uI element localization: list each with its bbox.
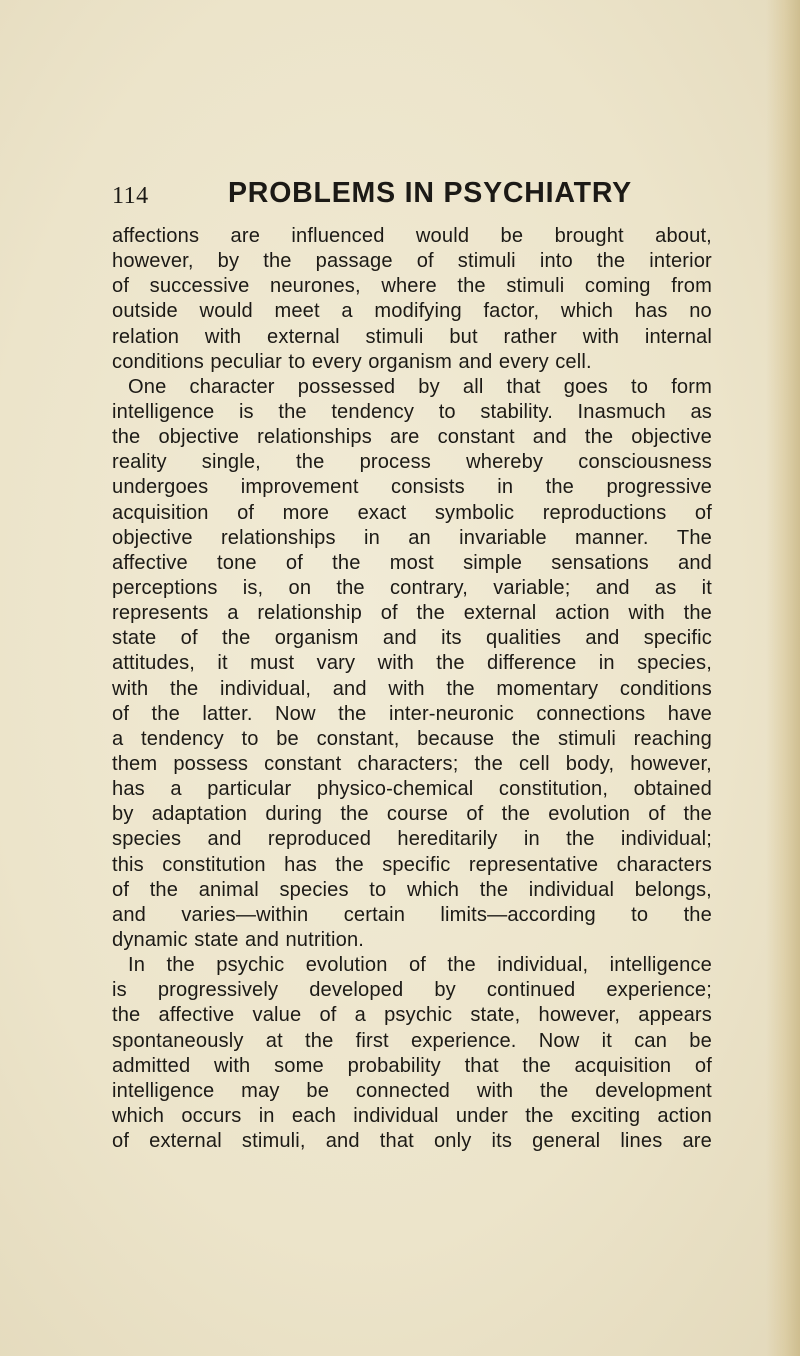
text-line: undergoes improvement consists in the progressive xyxy=(112,476,712,499)
text-line: state of the organism and its qualities and specific xyxy=(112,627,712,650)
text-line: In the psychic evolution of the individual, intelligence xyxy=(128,954,712,977)
text-line: dynamic state and nutrition. xyxy=(112,928,365,951)
text-line: intelligence is the tendency to stability. Inasmuch as xyxy=(112,400,712,423)
text-line: has a particular physico-chemical constitution, obtained xyxy=(112,778,712,801)
text-line: of the animal species to which the individual belongs, xyxy=(112,878,712,901)
page-gutter-shadow xyxy=(766,0,800,1356)
text-line: of successive neurones, where the stimuli coming from xyxy=(112,275,712,298)
text-line: with the individual, and with the momentary conditions xyxy=(112,677,712,700)
text-line: intelligence may be connected with the development xyxy=(112,1079,712,1102)
text-line: the affective value of a psychic state, however, appears xyxy=(112,1004,712,1027)
text-line: perceptions is, on the contrary, variable; and as it xyxy=(112,576,712,599)
text-line: outside would meet a modifying factor, which has no xyxy=(112,300,712,323)
text-line: spontaneously at the first experience. Now it can be xyxy=(112,1029,712,1052)
text-line: by adaptation during the course of the evolution of the xyxy=(112,803,712,826)
text-line: them possess constant characters; the cell body, however, xyxy=(112,752,712,775)
text-line: is progressively developed by continued experience; xyxy=(112,979,712,1002)
text-line: species and reproduced hereditarily in the individual; xyxy=(112,828,712,851)
body-text xyxy=(112,224,712,1154)
text-line: reality single, the process whereby consciousness xyxy=(112,451,712,474)
text-line: of external stimuli, and that only its general lines are xyxy=(112,1130,712,1153)
text-line: attitudes, it must vary with the difference in species, xyxy=(112,652,712,675)
text-line: conditions peculiar to every organism and every cell. xyxy=(112,350,592,373)
text-line: objective relationships in an invariable manner. The xyxy=(112,526,712,549)
text-line: which occurs in each individual under the exciting action xyxy=(112,1104,712,1127)
text-line: represents a relationship of the external action with the xyxy=(112,602,712,625)
text-line: affections are influenced would be brought about, xyxy=(112,225,712,247)
paragraph xyxy=(112,375,712,953)
text-line: admitted with some probability that the acquisition of xyxy=(112,1054,712,1077)
paragraph xyxy=(112,953,712,1154)
text-line: acquisition of more exact symbolic reproductions of xyxy=(112,501,712,524)
text-line: One character possessed by all that goes to form xyxy=(128,375,712,398)
text-line: of the latter. Now the inter-neuronic connections have xyxy=(112,702,712,725)
paragraph xyxy=(112,224,712,375)
text-line: affective tone of the most simple sensations and xyxy=(112,551,712,574)
page-number: 114 xyxy=(112,183,149,209)
text-line: a tendency to be constant, because the stimuli reaching xyxy=(112,727,712,750)
text-line: this constitution has the specific representative characters xyxy=(112,853,712,876)
page-header xyxy=(112,177,712,217)
text-line: and varies—within certain limits—according to the xyxy=(112,903,712,926)
text-line: the objective relationships are constant and the objective xyxy=(112,426,712,449)
text-line: relation with external stimuli but rather with internal xyxy=(112,325,712,348)
text-line: however, by the passage of stimuli into the interior xyxy=(112,250,712,273)
running-head: PROBLEMS IN PSYCHIATRY xyxy=(228,177,632,209)
